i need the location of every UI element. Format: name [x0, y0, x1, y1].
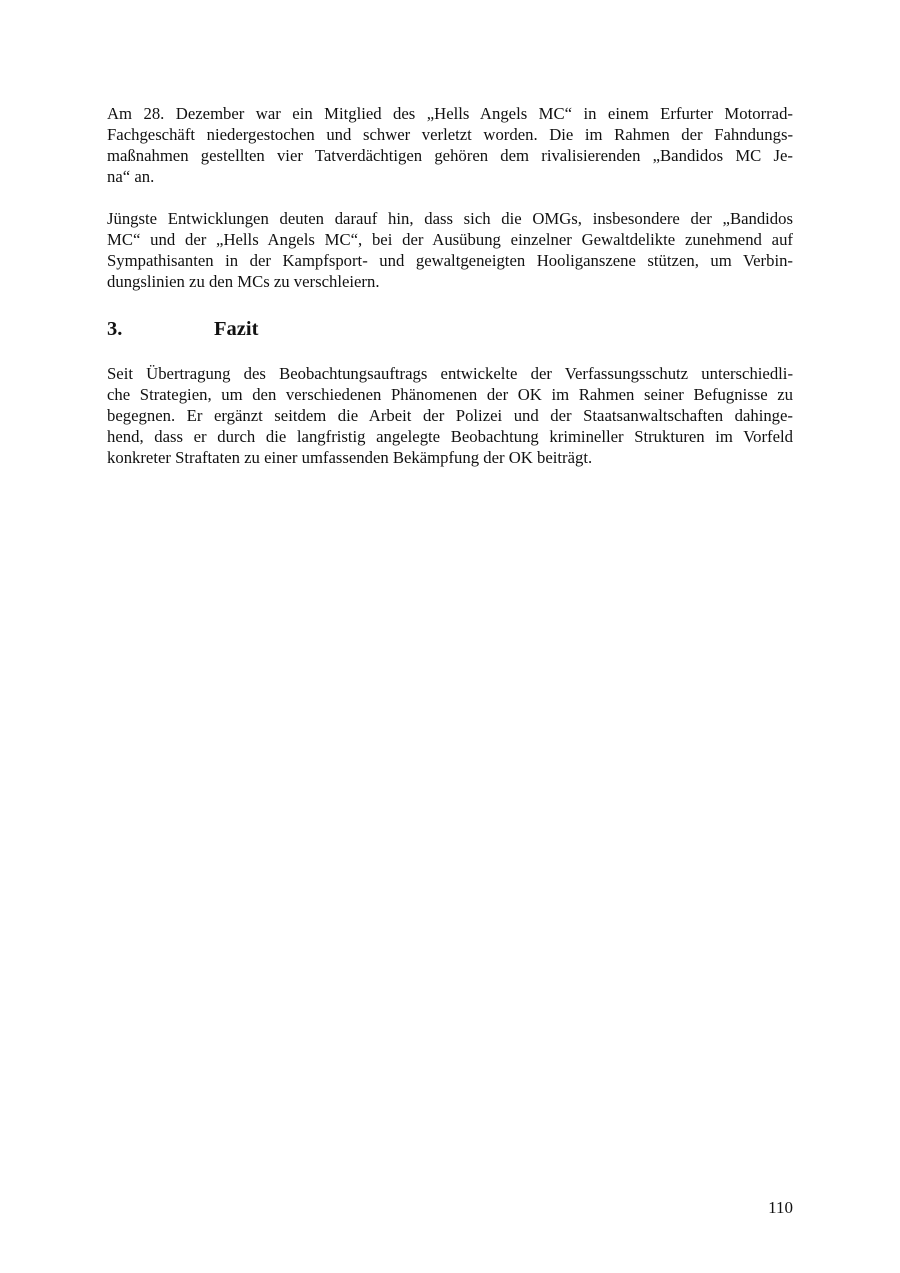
- text-line: Sympathisanten in der Kampfsport- und gewaltgeneigten Hooliganszene stützen, um Verbin-: [107, 251, 793, 270]
- text-line: hend, dass er durch die langfristig angelegte Beobachtung krimineller Strukturen im Vorfeld: [107, 427, 793, 446]
- page-content: [107, 103, 793, 468]
- text-line: MC“ und der „Hells Angels MC“, bei der Ausübung einzelner Gewaltdelikte zunehmend auf: [107, 230, 793, 249]
- page-number: 110: [768, 1198, 793, 1217]
- text-line: Seit Übertragung des Beobachtungsauftrags entwickelte der Verfassungsschutz unterschiedli-: [107, 364, 793, 383]
- section-title: Fazit: [214, 318, 259, 340]
- text-line: Am 28. Dezember war ein Mitglied des „Hells Angels MC“ in einem Erfurter Motorrad-: [107, 104, 793, 123]
- text-line: begegnen. Er ergänzt seitdem die Arbeit der Polizei und der Staatsanwaltschaften dahinge-: [107, 406, 793, 425]
- text-line: Fachgeschäft niedergestochen und schwer verletzt worden. Die im Rahmen der Fahndungs-: [107, 125, 793, 144]
- text-line: Jüngste Entwicklungen deuten darauf hin, dass sich die OMGs, insbesondere der „Bandidos: [107, 209, 793, 228]
- text-line: che Strategien, um den verschiedenen Phänomenen der OK im Rahmen seiner Befugnisse zu: [107, 385, 793, 404]
- paragraph-hells-angels-incident: [107, 103, 793, 187]
- paragraph-recent-developments: [107, 208, 793, 292]
- text-line: na“ an.: [107, 167, 155, 186]
- section-number: 3.: [107, 318, 123, 340]
- text-line: maßnahmen gestellten vier Tatverdächtigen gehören dem rivalisierenden „Bandidos MC Je-: [107, 146, 793, 165]
- text-line: konkreter Straftaten zu einer umfassenden Bekämpfung der OK beiträgt.: [107, 448, 593, 467]
- paragraph-conclusion: [107, 363, 793, 468]
- section-heading: [107, 314, 793, 344]
- text-line: dungslinien zu den MCs zu verschleiern.: [107, 272, 380, 291]
